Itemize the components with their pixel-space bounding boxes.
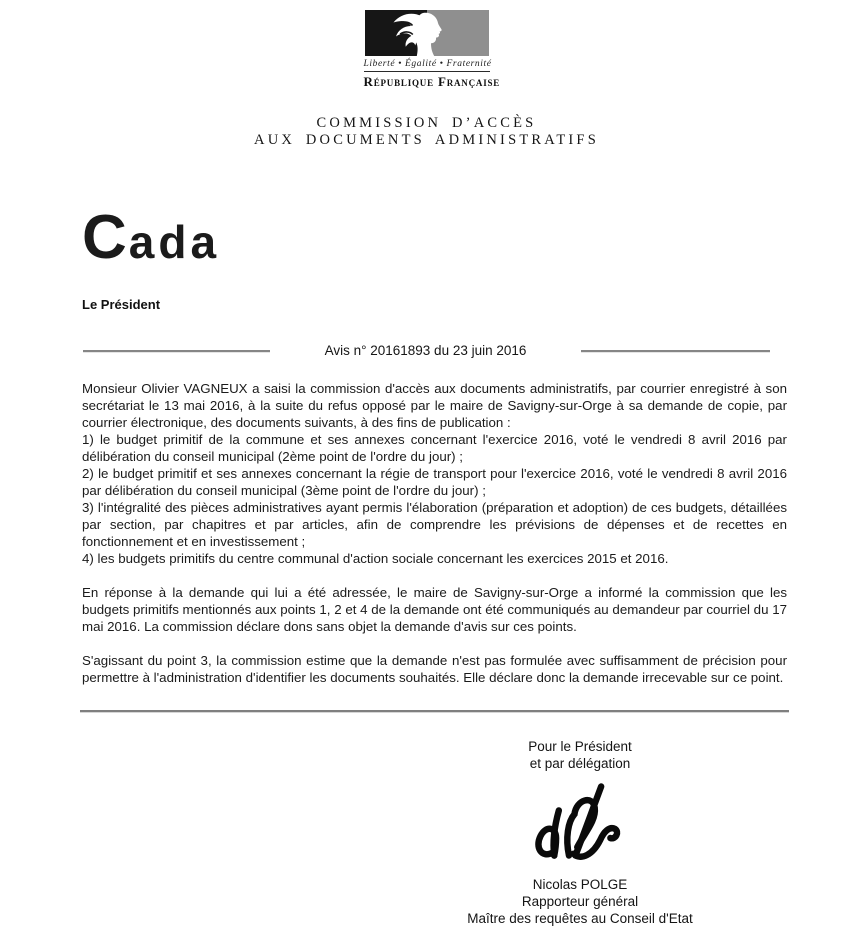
request-item-3: 3) l'intégralité des pièces administratives ayant permis l'élaboration (préparation et adoption) de ces budgets, détaillées par section, par chapitres et par articles, afin de comprendre les prévisions de dépenses et de recettes en fonctionnement et en investissement ; (82, 500, 787, 549)
motto-text: Liberté • Égalité • Fraternité (363, 59, 492, 69)
signatory-title: Maître des requêtes au Conseil d'Etat (467, 911, 693, 926)
commission-title-line2: AUX DOCUMENTS ADMINISTRATIFS (254, 132, 599, 148)
cada-wordmark (82, 203, 853, 272)
sender-title: Le Président (82, 297, 161, 312)
letter-body (82, 380, 787, 686)
avis-header (0, 343, 853, 358)
signature-block (410, 738, 750, 927)
marianne-logo (363, 10, 501, 90)
request-item-4: 4) les budgets primitifs du centre communal d'action sociale concernant les exercices 2015 et 2016. (82, 551, 669, 566)
request-item-1: 1) le budget primitif de la commune et ses annexes concernant l'exercice 2016, voté le vendredi 8 avril 2016 par délibération du conseil municipal (2ème point de l'ordre du jour) ; (82, 432, 787, 464)
motto-divider (364, 71, 490, 72)
avis-divider-right (581, 350, 770, 352)
commission-title (0, 115, 853, 149)
handwritten-signature-icon (521, 781, 639, 873)
republic-name: République Française (363, 74, 501, 89)
paragraph-decision: S'agissant du point 3, la commission estime que la demande n'est pas formulée avec suffisamment de précision pour permettre à l'administration d'identifier les documents souhaités. Elle déclare donc la demande irrecevable sur ce point. (82, 653, 787, 685)
signatory-role: Rapporteur général (521, 894, 639, 909)
marianne-flag-icon (365, 10, 489, 56)
closing-divider (80, 710, 789, 712)
signature-intro-line2: et par délégation (529, 756, 631, 771)
signature-intro-line1: Pour le Président (528, 739, 632, 754)
paragraph-response: En réponse à la demande qui lui a été adressée, le maire de Savigny-sur-Orge a informé la commission que les budgets primitifs mentionnés aux points 1, 2 et 4 de la demande ont été communiqués au demandeur par courriel du 17 mai 2016. La commission déclare dons sans objet la demande d'avis sur ces points. (82, 585, 787, 634)
cada-rest: ada (128, 216, 221, 268)
avis-title: Avis n° 20161893 du 23 juin 2016 (324, 343, 527, 358)
signatory-name: Nicolas POLGE (532, 877, 628, 892)
paragraph-intro: Monsieur Olivier VAGNEUX a saisi la commission d'accès aux documents administratifs, par courrier enregistré à son secrétariat le 13 mai 2016, à la suite du refus opposé par le maire de Savigny-sur-Orge à sa demande de copie, par courrier électronique, des documents suivants, à des fins de publication : (82, 381, 787, 430)
cada-initial: C (82, 203, 129, 272)
request-item-2: 2) le budget primitif et ses annexes concernant la régie de transport pour l'exercice 2016, voté le vendredi 8 avril 2016 par délibération du conseil municipal (3ème point de l'ordre du jour) ; (82, 466, 787, 498)
government-header (0, 0, 853, 149)
commission-title-line1: COMMISSION D’ACCÈS (316, 115, 537, 131)
avis-divider-left (83, 350, 270, 352)
